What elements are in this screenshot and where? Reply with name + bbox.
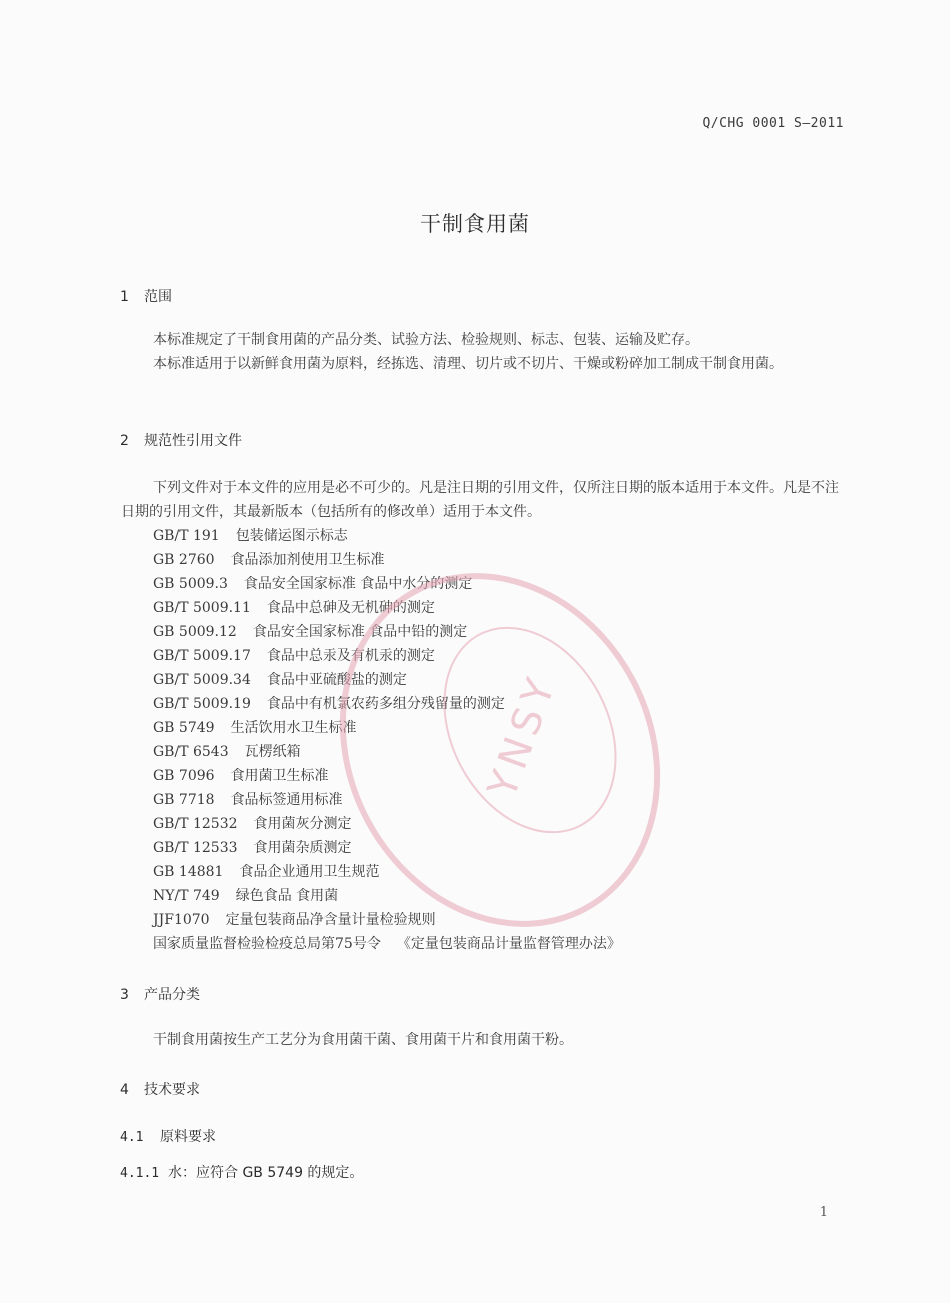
section-title: 规范性引用文件 bbox=[144, 433, 242, 449]
classification-paragraph: 干制食用菌按生产工艺分为食用菌干菌、食用菌干片和食用菌干粉。 bbox=[153, 1032, 573, 1048]
reference-item: GB/T 5009.19 食品中有机氯农药多组分残留量的测定 bbox=[153, 696, 505, 712]
section-heading-scope bbox=[120, 286, 172, 306]
reference-item: GB 7718 食品标签通用标准 bbox=[153, 792, 343, 808]
reference-item: GB 14881 食品企业通用卫生规范 bbox=[153, 864, 380, 880]
reference-item: GB/T 191 包装储运图示标志 bbox=[153, 528, 348, 544]
document-title: 干制食用菌 bbox=[420, 212, 530, 236]
reference-item: GB/T 12532 食用菌灰分测定 bbox=[153, 816, 352, 832]
section-number: 1 bbox=[120, 289, 129, 305]
scope-paragraph-2: 本标准适用于以新鲜食用菌为原料，经拣选、清理、切片或不切片、干燥或粉碎加工制成干制食用菌。 bbox=[153, 356, 783, 372]
reference-item: GB/T 5009.11 食品中总砷及无机砷的测定 bbox=[153, 600, 435, 616]
reference-item: GB/T 6543 瓦楞纸箱 bbox=[153, 744, 301, 760]
section-title: 产品分类 bbox=[144, 987, 200, 1003]
references-intro-paragraph: 下列文件对于本文件的应用是必不可少的。凡是注日期的引用文件，仅所注日期的版本适用于本文件。凡是不注日期的引用文件，其最新版本（包括所有的修改单）适用于本文件。 bbox=[121, 480, 839, 520]
reference-item: GB/T 5009.17 食品中总汞及有机汞的测定 bbox=[153, 648, 435, 664]
reference-item: 国家质量监督检验检疫总局第75号令 《定量包装商品计量监督管理办法》 bbox=[153, 936, 621, 952]
section-heading-technical-requirements bbox=[120, 1079, 200, 1099]
reference-item: NY/T 749 绿色食品 食用菌 bbox=[153, 888, 339, 904]
section-heading-normative-references bbox=[120, 430, 242, 450]
page-number: 1 bbox=[819, 1205, 828, 1220]
scope-paragraph-1: 本标准规定了干制食用菌的产品分类、试验方法、检验规则、标志、包装、运输及贮存。 bbox=[153, 332, 699, 348]
section-number: 4 bbox=[120, 1082, 129, 1098]
reference-item: GB 7096 食用菌卫生标准 bbox=[153, 768, 329, 784]
reference-item: GB 2760 食品添加剂使用卫生标准 bbox=[153, 552, 385, 568]
section-title: 技术要求 bbox=[144, 1082, 200, 1098]
seal-text: YNSY bbox=[479, 667, 567, 804]
reference-item: GB 5009.12 食品安全国家标准 食品中铅的测定 bbox=[153, 624, 468, 640]
clause-text: 水：应符合 GB 5749 的规定。 bbox=[168, 1165, 364, 1181]
reference-item: GB 5749 生活饮用水卫生标准 bbox=[153, 720, 357, 736]
clause-number: 4.1.1 bbox=[120, 1166, 160, 1181]
section-number: 3 bbox=[120, 987, 129, 1003]
reference-list bbox=[153, 524, 621, 956]
subsection-number: 4.1 bbox=[120, 1130, 144, 1145]
subsection-heading-raw-materials bbox=[120, 1126, 216, 1146]
section-title: 范围 bbox=[144, 289, 172, 305]
subsection-title: 原料要求 bbox=[160, 1129, 216, 1145]
section-number: 2 bbox=[120, 433, 129, 449]
clause-water bbox=[120, 1162, 363, 1182]
document-code: Q/CHG 0001 S—2011 bbox=[702, 116, 844, 131]
section-heading-classification bbox=[120, 984, 200, 1004]
reference-item: JJF1070 定量包装商品净含量计量检验规则 bbox=[153, 912, 436, 928]
reference-item: GB 5009.3 食品安全国家标准 食品中水分的测定 bbox=[153, 576, 473, 592]
reference-item: GB/T 5009.34 食品中亚硫酸盐的测定 bbox=[153, 672, 407, 688]
reference-item: GB/T 12533 食用菌杂质测定 bbox=[153, 840, 352, 856]
